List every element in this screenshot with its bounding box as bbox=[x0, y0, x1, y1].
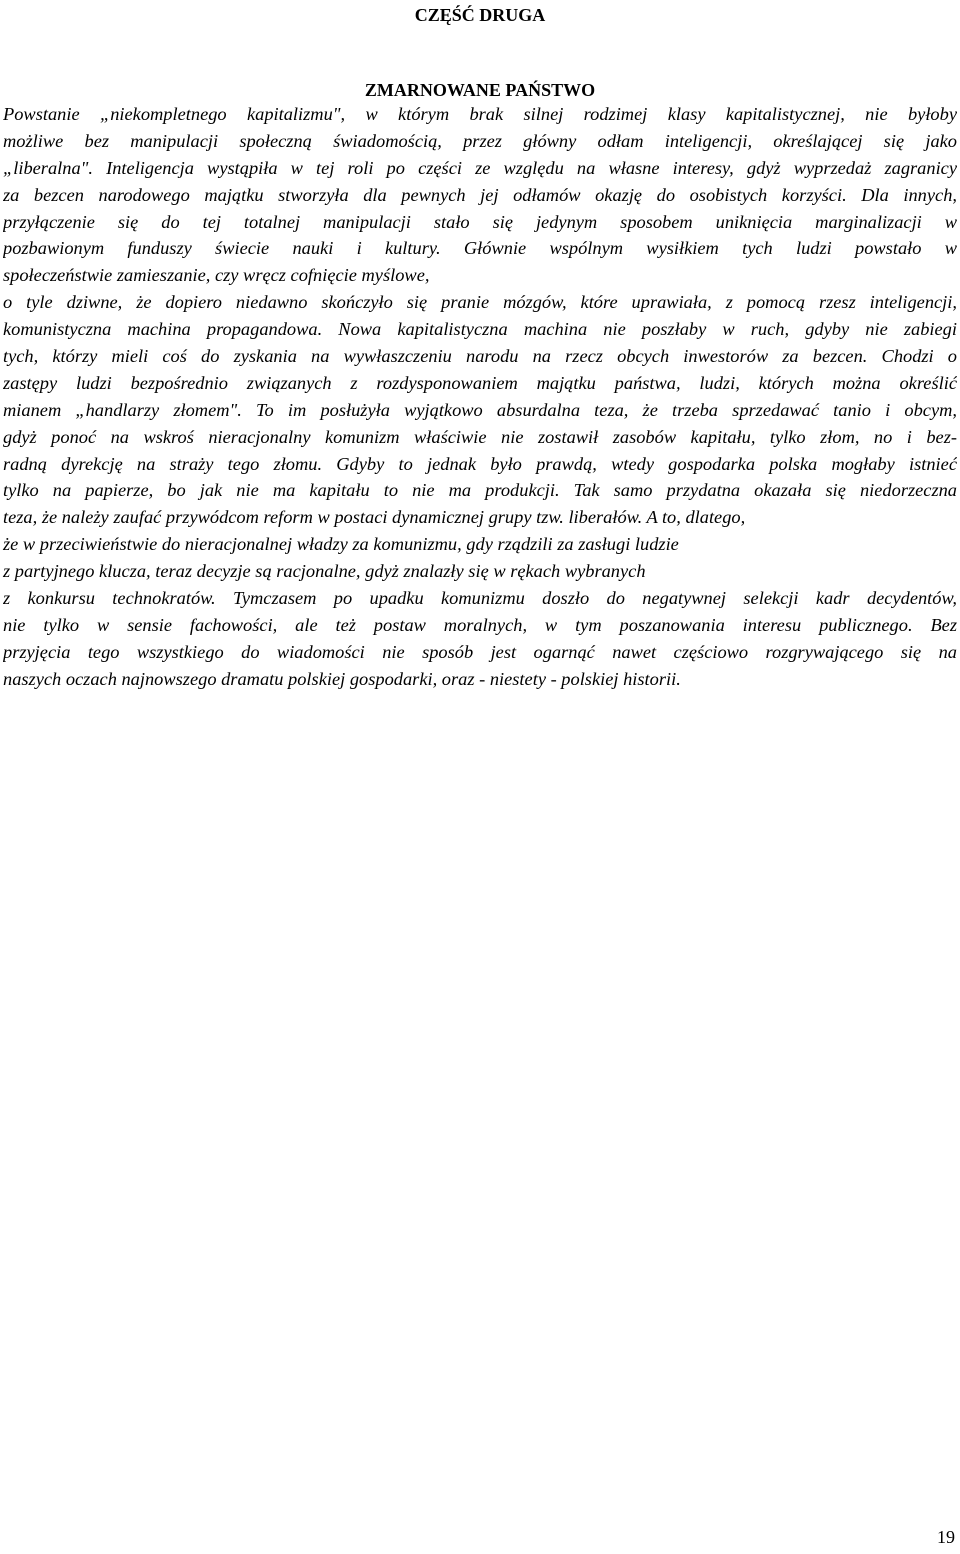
part-heading: CZĘŚĆ DRUGA bbox=[414, 5, 546, 25]
text-line bbox=[3, 128, 957, 155]
text-segment: teza, że należy zaufać przywódcom reform w postaci dynamicznej grupy tzw. liberałów. A to, dlatego, bbox=[3, 507, 746, 528]
text-segment: Tymczasem po upadku komunizmu doszło do negatywnej selekcji kadr decydentów, bbox=[215, 588, 957, 609]
text-line bbox=[3, 343, 957, 370]
text-segment: społeczeństwie zamieszanie, czy wręcz cofnięcie myślowe, bbox=[3, 265, 430, 286]
text-segment: przyłączenie się do tej totalnej manipulacji stało się jedynym sposobem uniknięcia marginalizacji w bbox=[3, 211, 957, 232]
text-line bbox=[3, 585, 957, 612]
text-segment: Gdyby to jednak było prawdą, wtedy gospodarka polska mogłaby istnieć bbox=[322, 453, 957, 474]
text-line bbox=[3, 639, 957, 666]
text-line bbox=[3, 262, 957, 289]
text-segment: przyjęcia tego wszystkiego do wiadomości nie sposób jest ogarnąć nawet częściowo rozgrywającego się na bbox=[3, 641, 957, 662]
chapter-title: ZMARNOWANE PAŃSTWO bbox=[364, 80, 596, 100]
text-segment: radną dyrekcję na straży tego złomu. bbox=[3, 453, 323, 474]
text-line bbox=[3, 182, 957, 209]
text-line bbox=[3, 235, 957, 262]
text-line bbox=[3, 504, 957, 531]
text-line bbox=[3, 531, 957, 558]
text-segment: naszych oczach najnowszego dramatu polskiej gospodarki, oraz - niestety - polskiej historii. bbox=[3, 668, 681, 689]
text-line bbox=[3, 209, 957, 236]
text-segment: z konkursu technokratów. bbox=[3, 588, 216, 609]
text-segment: pozbawionym funduszy świecie nauki i kultury. bbox=[3, 238, 441, 259]
text-line bbox=[3, 612, 957, 639]
text-segment: możliwe bez manipulacji społeczną świadomością, przez główny odłam inteligencji, określającej się jako bbox=[3, 130, 957, 151]
text-segment: „liberalna". bbox=[3, 157, 93, 178]
text-line bbox=[3, 424, 957, 451]
text-segment: Dla innych, bbox=[846, 184, 957, 205]
text-segment: Bez bbox=[912, 614, 957, 635]
text-segment: mianem „handlarzy złomem". bbox=[3, 399, 242, 420]
text-line bbox=[3, 558, 957, 585]
text-segment: gdyż ponoć na wskroś nieracjonalny komunizm właściwie nie zostawił zasobów kapitału, tylko złom, no i bez- bbox=[3, 426, 957, 447]
text-segment: nie tylko w sensie fachowości, ale też postaw moralnych, w tym poszanowania interesu publicznego. bbox=[3, 614, 913, 635]
text-line bbox=[3, 666, 957, 693]
text-segment: Powstanie „niekompletnego kapitalizmu", w którym brak silnej rodzimej klasy kapitalistycznej, nie byłoby bbox=[3, 104, 957, 124]
text-line bbox=[3, 289, 957, 316]
text-segment: tylko na papierze, bo jak nie ma kapitału to nie ma produkcji. bbox=[3, 480, 560, 501]
text-line bbox=[3, 316, 957, 343]
text-segment: Inteligencja wystąpiła w tej roli po części ze względu na własne interesy, gdyż wyprzedaż zagranicy bbox=[92, 157, 957, 178]
text-segment: Chodzi o bbox=[867, 346, 957, 367]
text-line bbox=[3, 451, 957, 478]
page-number: 19 bbox=[937, 1527, 955, 1547]
text-segment: tych, którzy mieli coś do zyskania na wywłaszczeniu narodu na rzecz obcych inwestorów za bezcen. bbox=[3, 346, 868, 367]
text-line bbox=[3, 101, 957, 128]
text-line bbox=[3, 477, 957, 504]
text-segment: za bezcen narodowego majątku stworzyła dla pewnych jej odłamów okazję do osobistych korzyści. bbox=[3, 184, 847, 205]
text-segment: o tyle dziwne, że dopiero niedawno skończyło się pranie mózgów, które uprawiała, z pomocą rzesz inteligencji, bbox=[3, 292, 957, 313]
text-line bbox=[3, 155, 957, 182]
text-segment: że w przeciwieństwie do nieracjonalnej władzy za komunizmu, gdy rządzili za zasługi ludzie bbox=[3, 534, 679, 555]
text-segment: komunistyczna machina propagandowa. bbox=[3, 319, 323, 340]
text-segment: z partyjnego klucza, teraz decyzje są racjonalne, gdyż znalazły się w rękach wybranych bbox=[3, 561, 646, 582]
text-segment: Głównie wspólnym wysiłkiem tych ludzi powstało w bbox=[440, 238, 957, 259]
body-paragraph bbox=[3, 101, 957, 693]
text-segment: To im posłużyła wyjątkowo absurdalna teza, że trzeba sprzedawać tanio i obcym, bbox=[241, 399, 957, 420]
text-segment: Tak samo przydatna okazała się niedorzeczna bbox=[559, 480, 957, 501]
text-segment: Nowa kapitalistyczna machina nie poszłaby w ruch, gdyby nie zabiegi bbox=[322, 319, 957, 340]
text-segment: zastępy ludzi bezpośrednio związanych z rozdysponowaniem majątku państwa, ludzi, których można określić bbox=[3, 372, 957, 393]
text-line bbox=[3, 397, 957, 424]
text-line bbox=[3, 370, 957, 397]
